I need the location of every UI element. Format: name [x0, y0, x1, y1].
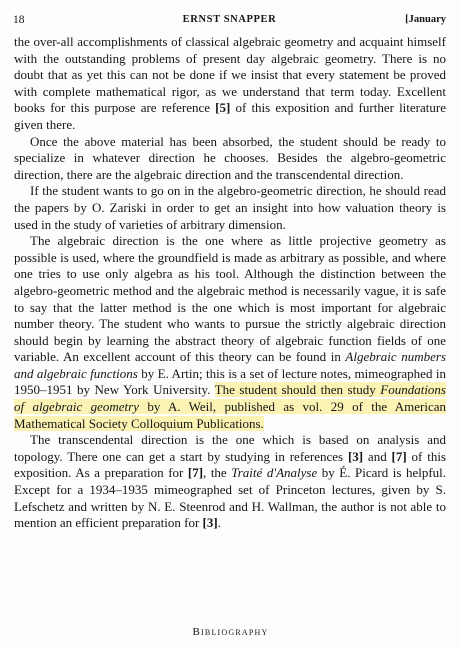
highlighted-text-a: The student should then study: [214, 382, 381, 398]
paragraph-5: [14, 432, 446, 532]
paragraph-5-text-e: .: [217, 515, 221, 531]
paragraph-5-text-and: and: [363, 448, 392, 464]
citation-ref: [3]: [202, 515, 218, 531]
paragraph-2: Once the above material has been absorbed, the student should be ready to specialize in whatever direction he chooses. Besides the algebro-geometric direction, there are the algebraic direction and the transcendental direction.: [14, 133, 446, 182]
running-head: [13, 12, 446, 28]
running-head-author: ERNST SNAPPER: [182, 14, 277, 25]
article-body: [14, 34, 446, 532]
running-head-date: [January: [405, 14, 446, 25]
paragraph-4: [14, 233, 446, 432]
citation-ref: [7]: [391, 448, 407, 464]
citation-ref: [5]: [215, 100, 231, 116]
paragraph-1-text-a: the over-all accomplishments of classical algebraic geometry and acquaint himself with the outstanding problems of present day algebraic geometry. There is no doubt that as yet this can not be done if we insist that every statement be proved with complete mathematical rigor, as we understand that term today. Excellent books for this purpose are reference: [14, 34, 446, 116]
page-number: 18: [13, 14, 25, 26]
paragraph-5-text-a: The transcendental direction is the one which is based on analysis and topology. There one can get a start by studying in references: [14, 432, 446, 464]
paragraph-5-text-d: by É. Picard is helpful. Except for a 1934–1935 mimeographed set of Princeton lectures, given by S. Lefschetz and written by N. E. Steenrod and H. Wallman, the author is not able to mention an efficient preparation for: [14, 465, 447, 531]
paragraph-1: [14, 34, 446, 134]
citation-ref: [3]: [347, 448, 364, 464]
paragraph-4-text-a: The algebraic direction is the one where as little projective geometry as possible is used, where the groundfield is made as arbitrary as possible, and where one tries to use only algebra as his tool. Although the distinction between the algebro-geometric method and the algebraic method is necessarily vague, it is safe to say that the latter method is the one which is most important for algebraic number theory. The student who wants to pursue the strictly algebraic direction should begin by learning the abstract theory of algebraic function fields of one variable. An excellent account of this theory can be found in: [14, 233, 446, 365]
book-title: Algebraic numbers and algebraic functions: [14, 349, 446, 381]
book-title: Traité d'Analyse: [231, 465, 318, 481]
paragraph-5-text-c: , the: [203, 465, 232, 481]
section-heading: Bibliography: [192, 626, 269, 638]
book-title-highlighted: Foundations of algebraic geometry: [14, 382, 446, 415]
paragraph-4-text-b: by E. Artin; this is a set of lecture notes, mimeographed in 1950–1951 by New York University.: [14, 365, 446, 398]
citation-ref: [7]: [187, 465, 204, 481]
paragraph-1-text-b: of this exposition and further literature given there.: [14, 100, 446, 132]
highlighted-text-b: by A. Weil, published as vol. 29 of the American Mathematical Society Colloquium Publications.: [14, 399, 446, 431]
paragraph-5-text-b: of this exposition. As a preparation for: [14, 448, 446, 481]
paragraph-3: If the student wants to go on in the algebro-geometric direction, he should read the papers by O. Zariski in order to get an insight into how valuation theory is used in the study of varieties of arbitrary dimension.: [14, 183, 446, 232]
